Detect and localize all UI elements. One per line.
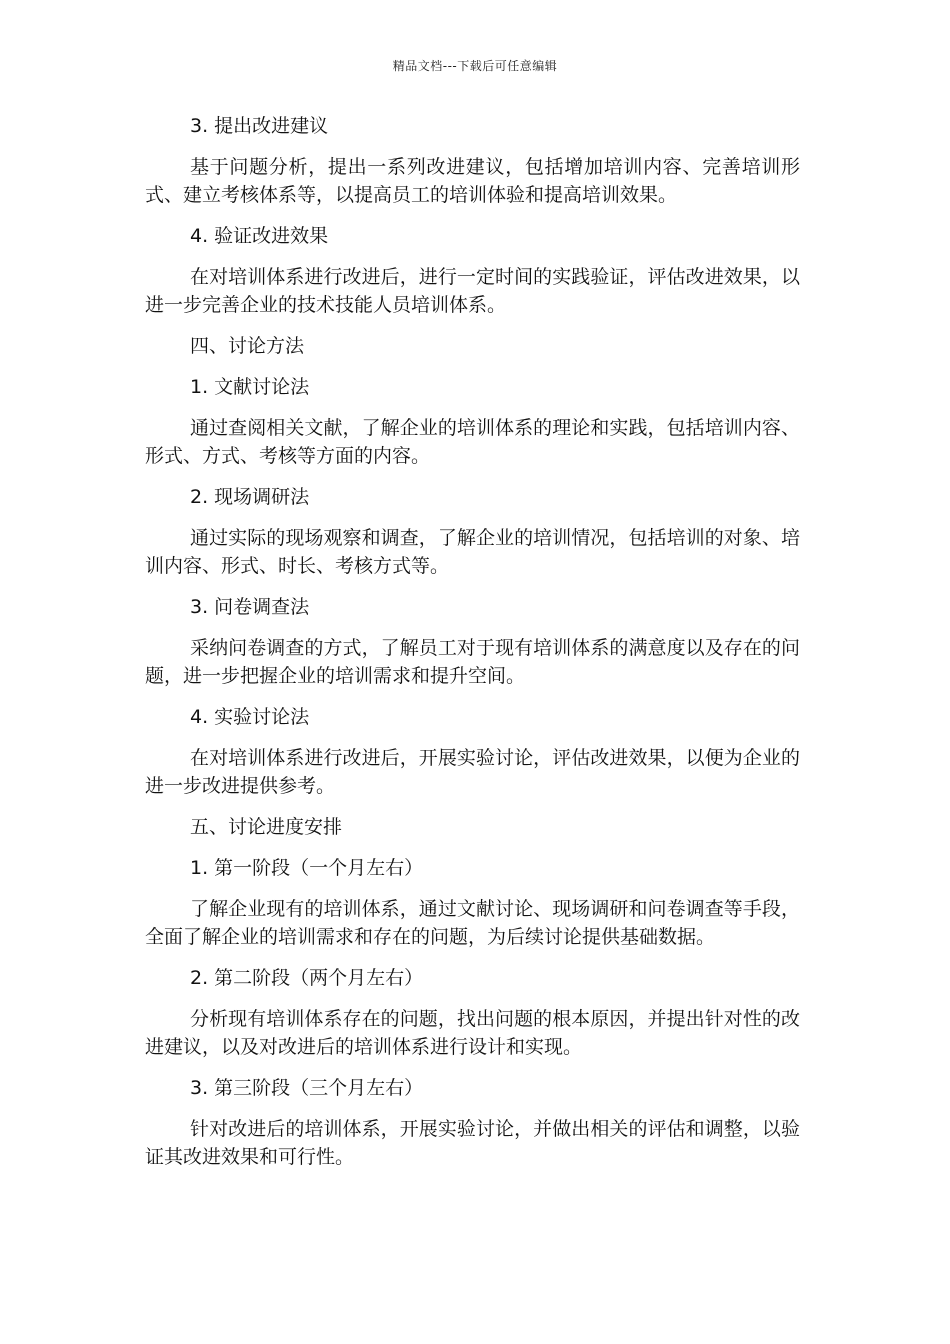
section-heading: 1. 第一阶段（一个月左右） bbox=[190, 857, 424, 879]
section-heading: 1. 文献讨论法 bbox=[190, 376, 310, 398]
body-paragraph: 在对培训体系进行改进后，开展实验讨论，评估改进效果，以便为企业的进一步改进提供参考。 bbox=[145, 747, 800, 797]
body-paragraph: 分析现有培训体系存在的问题，找出问题的根本原因，并提出针对性的改进建议，以及对改进后的培训体系进行设计和实现。 bbox=[145, 1008, 800, 1058]
section-heading: 4. 实验讨论法 bbox=[190, 706, 310, 728]
section-heading: 2. 现场调研法 bbox=[190, 486, 310, 508]
section-heading: 3. 提出改进建议 bbox=[190, 115, 329, 137]
section-heading: 3. 第三阶段（三个月左右） bbox=[190, 1077, 424, 1099]
body-paragraph: 了解企业现有的培训体系，通过文献讨论、现场调研和问卷调查等手段，全面了解企业的培训需求和存在的问题，为后续讨论提供基础数据。 bbox=[145, 898, 800, 948]
document-body bbox=[145, 112, 800, 1171]
chapter-heading: 四、讨论方法 bbox=[190, 335, 305, 357]
chapter-heading: 五、讨论进度安排 bbox=[190, 816, 343, 838]
page-header: 精品文档---下载后可任意编辑 bbox=[392, 59, 558, 73]
section-heading: 3. 问卷调查法 bbox=[190, 596, 310, 618]
body-paragraph: 基于问题分析，提出一系列改进建议，包括增加培训内容、完善培训形式、建立考核体系等，以提高员工的培训体验和提高培训效果。 bbox=[145, 156, 800, 206]
body-paragraph: 针对改进后的培训体系，开展实验讨论，并做出相关的评估和调整，以验证其改进效果和可行性。 bbox=[145, 1118, 800, 1168]
body-paragraph: 采纳问卷调查的方式，了解员工对于现有培训体系的满意度以及存在的问题，进一步把握企业的培训需求和提升空间。 bbox=[145, 637, 800, 687]
section-heading: 2. 第二阶段（两个月左右） bbox=[190, 967, 424, 989]
section-heading: 4. 验证改进效果 bbox=[190, 225, 329, 247]
body-paragraph: 通过实际的现场观察和调查，了解企业的培训情况，包括培训的对象、培训内容、形式、时长、考核方式等。 bbox=[145, 527, 800, 577]
body-paragraph: 通过查阅相关文献，了解企业的培训体系的理论和实践，包括培训内容、形式、方式、考核等方面的内容。 bbox=[145, 417, 800, 467]
body-paragraph: 在对培训体系进行改进后，进行一定时间的实践验证，评估改进效果，以进一步完善企业的技术技能人员培训体系。 bbox=[145, 266, 800, 316]
